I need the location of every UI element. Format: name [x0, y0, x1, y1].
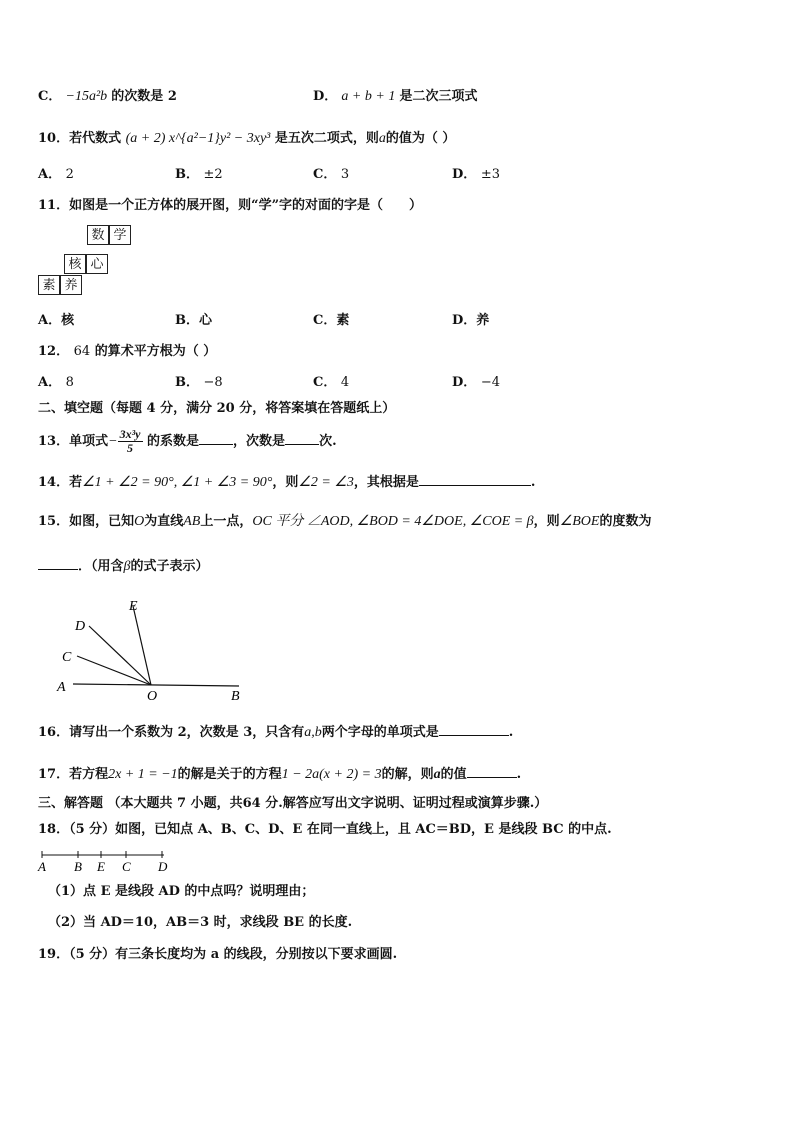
question-14: 14．若∠1 + ∠2 = 90°, ∠1 + ∠3 = 90°，则∠2 = ∠3，其根据是 . — [38, 472, 535, 492]
q11-option-d: D．养 — [452, 313, 490, 328]
q11-option-c: C．素 — [313, 313, 350, 328]
net-cell-he: 核 — [64, 254, 86, 274]
q12-option-c: C． 4 — [313, 375, 350, 390]
ray-od — [89, 626, 151, 685]
question-18: 18．（5 分）如图，已知点 A、B、C、D、E 在同一直线上，且 AC＝BD，E 是线段 BC 的中点. — [38, 822, 612, 837]
q18-sub-1: （1）点 E 是线段 AD 的中点吗？说明理由； — [48, 884, 315, 899]
label-b: B — [231, 689, 240, 704]
question-19: 19．（5 分）有三条长度均为 a 的线段，分别按以下要求画圆. — [38, 947, 398, 962]
q13-blank-degree[interactable] — [285, 431, 319, 445]
q10-option-c: C． 3 — [313, 167, 350, 182]
q17-blank[interactable] — [467, 764, 517, 778]
q10-option-d: D． ±3 — [452, 167, 500, 182]
q9-option-d: D． a + b + 1 是二次三项式 — [313, 89, 478, 104]
q15-blank[interactable] — [38, 556, 78, 570]
question-11: 11．如图是一个正方体的展开图，则“学”字的对面的字是（ ） — [38, 198, 423, 213]
question-10: 10．若代数式 (a + 2) x^{a²−1}y² − 3xy³ 是五次二项式，则a的值为（ ） — [38, 131, 456, 146]
q9-option-c-expr: −15a²b — [65, 89, 108, 104]
section-3-heading: 三、解答题 （本大题共 7 小题，共64 分.解答应写出文字说明、证明过程或演算步骤.） — [38, 796, 548, 811]
question-15: 15．如图，已知O为直线AB上一点，OC 平分 ∠AOD, ∠BOD = 4∠DOE, ∠COE = β，则∠BOE的度数为 — [38, 514, 652, 529]
label-e: E — [129, 599, 138, 614]
cube-net-figure — [38, 225, 138, 297]
seg-label-e: E — [97, 859, 105, 874]
net-cell-xue: 学 — [109, 225, 131, 245]
angle-figure — [55, 596, 255, 706]
q10-option-b: B． ±2 — [175, 167, 223, 182]
label-a: A — [57, 680, 66, 695]
question-17: 17．若方程2x + 1 = −1的解是关于的方程1 − 2a(x + 2) = 3的解，则a的值 . — [38, 764, 521, 784]
net-cell-yang: 养 — [60, 275, 82, 295]
seg-label-c: C — [122, 859, 131, 874]
section-2-heading: 二、填空题（每题 4 分，满分 20 分，将答案填在答题纸上） — [38, 401, 396, 416]
q12-option-d: D． −4 — [452, 375, 500, 390]
label-c: C — [62, 650, 72, 665]
line-ab — [73, 684, 239, 686]
question-12: 12． 64 的算术平方根为（ ） — [38, 344, 217, 359]
net-cell-su: 素 — [38, 275, 60, 295]
q11-option-a: A．核 — [38, 313, 75, 328]
q9-option-d-expr: a + b + 1 — [341, 89, 396, 104]
net-cell-shu: 数 — [87, 225, 109, 245]
q12-option-a: A． 8 — [38, 375, 74, 390]
q16-blank[interactable] — [439, 722, 509, 736]
question-16: 16．请写出一个系数为 2，次数是 3，只含有a,b两个字母的单项式是 . — [38, 722, 513, 742]
q12-option-b: B． −8 — [175, 375, 223, 390]
segment-figure — [36, 848, 176, 876]
q13-blank-coefficient[interactable] — [199, 431, 233, 445]
q10-expression: (a + 2) x^{a²−1}y² − 3xy³ — [125, 131, 271, 146]
q14-blank[interactable] — [419, 472, 531, 486]
label-o: O — [147, 689, 158, 704]
ray-oe — [133, 606, 151, 685]
q11-option-b: B．心 — [175, 313, 213, 328]
net-cell-xin: 心 — [86, 254, 108, 274]
q10-option-a: A． 2 — [38, 167, 74, 182]
ray-oc — [77, 656, 151, 685]
label-d: D — [75, 619, 86, 634]
q13-fraction: $\frac{\text{3x³y}}{5}$ — [119, 427, 141, 455]
seg-label-b: B — [74, 859, 82, 874]
q18-sub-2: （2）当 AD＝10，AB＝3 时，求线段 BE 的长度. — [48, 915, 353, 930]
question-15-line-2: ．（用含β的式子表示） — [38, 556, 209, 576]
seg-label-a: A — [38, 859, 46, 874]
seg-label-d: D — [158, 859, 168, 874]
question-13: 13．单项式− $\frac{\text{3x³y}}{5}$ 的系数是 ，次数是 次. — [38, 427, 337, 455]
q9-option-c: C． −15a²b 的次数是 2 — [38, 89, 177, 104]
